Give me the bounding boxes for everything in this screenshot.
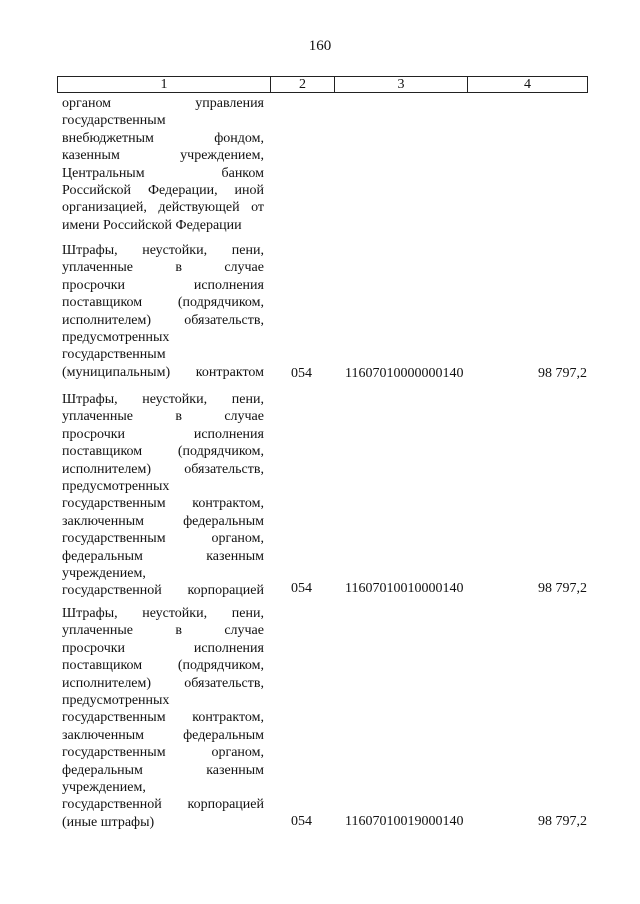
text-line: Российской Федерации, иной bbox=[62, 183, 264, 199]
column-header-2: 2 bbox=[271, 77, 335, 92]
row-2-amount: 98 797,2 bbox=[538, 581, 587, 596]
text-line: уплаченные в случае bbox=[62, 409, 264, 425]
row-2-description bbox=[62, 391, 264, 600]
text-line: просрочки исполнения bbox=[62, 426, 264, 442]
row-1-code: 054 bbox=[291, 366, 312, 381]
row-3-kbk: 11607010019000140 bbox=[345, 814, 464, 829]
table-header bbox=[57, 76, 588, 93]
text-line: внебюджетным фондом, bbox=[62, 130, 264, 146]
page-number: 160 bbox=[308, 38, 332, 54]
column-header-4: 4 bbox=[524, 77, 531, 92]
row-3-code: 054 bbox=[291, 814, 312, 829]
column-header-3: 3 bbox=[335, 77, 468, 92]
text-line: государственным контрактом, bbox=[62, 496, 264, 512]
text-line: предусмотренных bbox=[62, 330, 170, 346]
text-line: предусмотренных bbox=[62, 479, 170, 495]
text-line: Штрафы, неустойки, пени, bbox=[62, 392, 264, 407]
text-line: учреждением, bbox=[62, 780, 146, 796]
text-line: поставщиком (подрядчиком, bbox=[62, 658, 264, 674]
continuation-text bbox=[62, 95, 264, 234]
row-1-kbk: 11607010000000140 bbox=[345, 366, 464, 381]
text-line: Центральным банком bbox=[62, 165, 264, 181]
text-line: имени Российской Федерации bbox=[62, 217, 242, 233]
text-line: предусмотренных bbox=[62, 693, 170, 709]
text-line: просрочки исполнения bbox=[62, 640, 264, 656]
text-line: государственным контрактом, bbox=[62, 710, 264, 726]
text-line: государственным bbox=[62, 347, 166, 363]
text-line: Штрафы, неустойки, пени, bbox=[62, 606, 264, 621]
text-line: уплаченные в случае bbox=[62, 260, 264, 276]
row-1-description bbox=[62, 242, 264, 381]
text-line: государственным органом, bbox=[62, 531, 264, 547]
text-line: просрочки исполнения bbox=[62, 277, 264, 293]
text-line: организацией, действующей от bbox=[62, 200, 264, 216]
row-1-amount: 98 797,2 bbox=[538, 366, 587, 381]
text-line: заключенным федеральным bbox=[62, 727, 264, 743]
text-line: исполнителем) обязательств, bbox=[62, 675, 264, 691]
text-line: казенным учреждением, bbox=[62, 148, 264, 164]
row-3-amount: 98 797,2 bbox=[538, 814, 587, 829]
text-line: государственным bbox=[62, 113, 166, 129]
text-line: (муниципальным) контрактом bbox=[62, 364, 264, 380]
text-line: исполнителем) обязательств, bbox=[62, 461, 264, 477]
text-line: Штрафы, неустойки, пени, bbox=[62, 243, 264, 258]
text-line: (иные штрафы) bbox=[62, 814, 155, 830]
text-line: поставщиком (подрядчиком, bbox=[62, 295, 264, 311]
text-line: государственной корпорацией bbox=[62, 797, 264, 813]
row-2-kbk: 11607010010000140 bbox=[345, 581, 464, 596]
row-3-description bbox=[62, 605, 264, 831]
text-line: учреждением, bbox=[62, 566, 146, 582]
text-line: уплаченные в случае bbox=[62, 623, 264, 639]
text-line: заключенным федеральным bbox=[62, 513, 264, 529]
text-line: исполнителем) обязательств, bbox=[62, 312, 264, 328]
column-header-1: 1 bbox=[58, 77, 271, 92]
text-line: органом управления bbox=[62, 96, 264, 111]
row-2-code: 054 bbox=[291, 581, 312, 596]
text-line: федеральным казенным bbox=[62, 762, 264, 778]
text-line: федеральным казенным bbox=[62, 548, 264, 564]
text-line: государственным органом, bbox=[62, 745, 264, 761]
text-line: государственной корпорацией bbox=[62, 583, 264, 599]
text-line: поставщиком (подрядчиком, bbox=[62, 444, 264, 460]
